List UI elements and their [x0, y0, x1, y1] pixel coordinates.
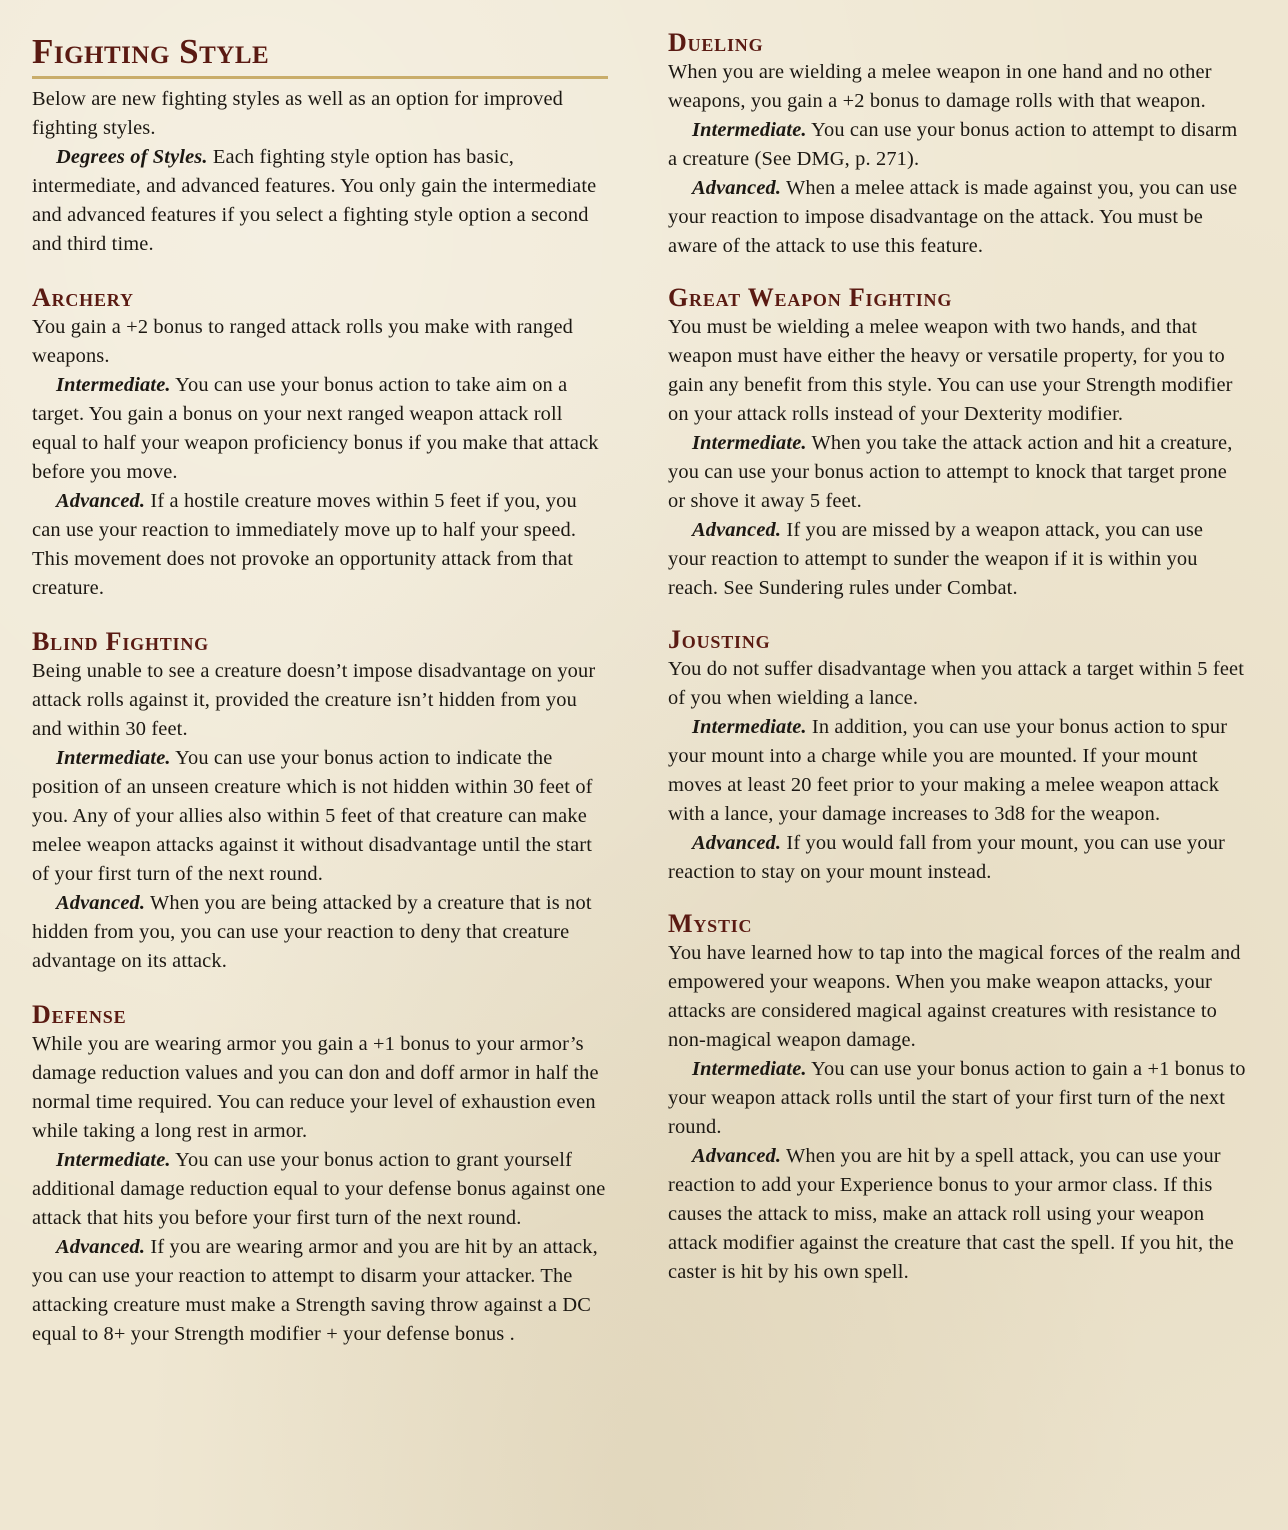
intermediate-lead: Intermediate. — [692, 1058, 807, 1080]
section-intermediate — [668, 1055, 1246, 1142]
section-base-text: You have learned how to tap into the magical forces of the realm and empowered your weapons. When you make weapon attacks, your attacks are considered magical against creatures with resistance to non-magical weapon damage. — [668, 942, 1241, 1051]
section-advanced — [32, 487, 608, 603]
intermediate-text: You can use your bonus action to gain a +1 bonus to your weapon attack rolls until the start of your first turn of the next round. — [668, 1058, 1246, 1138]
section-dueling — [668, 28, 1246, 261]
section-mystic — [668, 909, 1246, 1287]
intermediate-lead: Intermediate. — [692, 119, 807, 141]
section-title: Dueling — [668, 28, 764, 57]
left-column — [32, 30, 608, 1349]
section-base-text: You gain a +2 bonus to ranged attack rolls you make with ranged weapons. — [32, 316, 573, 367]
intro-paragraph: Below are new fighting styles as well as an option for improved fighting styles. — [32, 88, 563, 139]
advanced-text: If you would fall from your mount, you can use your reaction to stay on your mount instead. — [668, 832, 1225, 883]
section-advanced — [668, 174, 1246, 261]
section-advanced — [668, 1142, 1246, 1287]
section-base-text: Being unable to see a creature doesn’t impose disadvantage on your attack rolls against it, provided the creature isn’t hidden from you and within 30 feet. — [32, 660, 596, 740]
section-intermediate — [668, 429, 1246, 516]
intermediate-lead: Intermediate. — [692, 432, 807, 454]
intermediate-lead: Intermediate. — [56, 1149, 171, 1171]
section-title: Archery — [32, 283, 134, 312]
advanced-lead: Advanced. — [692, 177, 782, 199]
advanced-lead: Advanced. — [692, 519, 782, 541]
advanced-text: If a hostile creature moves within 5 feet if you, you can use your reaction to immediately move up to half your speed. This movement does not provoke an opportunity attack from that creature. — [32, 490, 577, 599]
section-intermediate — [668, 116, 1246, 174]
advanced-lead: Advanced. — [56, 1236, 146, 1258]
section-intermediate — [32, 1146, 608, 1233]
intermediate-text: In addition, you can use your bonus action to spur your mount into a charge while you are mounted. If your mount moves at least 20 feet prior to your making a melee weapon attack with a lance, your damage increases to 3d8 for the weapon. — [668, 716, 1228, 825]
section-advanced — [668, 829, 1246, 887]
title-divider — [32, 76, 608, 79]
section-archery — [32, 283, 608, 603]
section-base-text: You must be wielding a melee weapon with two hands, and that weapon must have either the heavy or versatile property, for you to gain any benefit from this style. You can use your Strength modifier on your attack rolls instead of your Dexterity modifier. — [668, 316, 1233, 425]
advanced-lead: Advanced. — [56, 490, 146, 512]
intermediate-text: You can use your bonus action to take aim on a target. You gain a bonus on your next ranged weapon attack roll equal to half your weapon proficiency bonus if you make that attack before you move. — [32, 374, 599, 483]
advanced-lead: Advanced. — [692, 832, 782, 854]
intermediate-text: You can use your bonus action to attempt to disarm a creature (See DMG, p. 271). — [668, 119, 1238, 170]
intermediate-text: You can use your bonus action to grant yourself additional damage reduction equal to your defense bonus against one attack that hits you before your first turn of the next round. — [32, 1149, 606, 1229]
section-title: Mystic — [668, 909, 753, 938]
section-intermediate — [32, 371, 608, 487]
advanced-text: If you are missed by a weapon attack, you can use your reaction to attempt to sunder the weapon if it is within you reach. See Sundering rules under Combat. — [668, 519, 1204, 599]
degrees-text: Each fighting style option has basic, intermediate, and advanced features. You only gain the intermediate and advanced features if you select a fighting style option a second and third time. — [32, 146, 597, 255]
section-title: Defense — [32, 1000, 127, 1029]
section-intermediate — [668, 713, 1246, 829]
intermediate-text: When you take the attack action and hit a creature, you can use your bonus action to attempt to knock that target prone or shove it away 5 feet. — [668, 432, 1233, 512]
degrees-paragraph — [32, 143, 608, 259]
section-advanced — [32, 889, 608, 976]
section-title: Blind Fighting — [32, 627, 209, 656]
section-base-text: You do not suffer disadvantage when you attack a target within 5 feet of you when wielding a lance. — [668, 658, 1245, 709]
section-title: Great Weapon Fighting — [668, 283, 953, 312]
intermediate-lead: Intermediate. — [56, 374, 171, 396]
section-base-text: When you are wielding a melee weapon in one hand and no other weapons, you gain a +2 bonus to damage rolls with that weapon. — [668, 61, 1212, 112]
section-great-weapon-fighting — [668, 283, 1246, 603]
degrees-lead: Degrees of Styles. — [56, 146, 208, 168]
advanced-lead: Advanced. — [692, 1145, 782, 1167]
advanced-text: If you are wearing armor and you are hit by an attack, you can use your reaction to attempt to disarm your attacker. The attacking creature must make a Strength saving throw against a DC equal to 8+ your Strength modifier + your defense bonus . — [32, 1236, 598, 1345]
section-title: Jousting — [668, 625, 771, 654]
section-jousting — [668, 625, 1246, 887]
advanced-lead: Advanced. — [56, 892, 146, 914]
intermediate-lead: Intermediate. — [56, 747, 171, 769]
advanced-text: When you are being attacked by a creature that is not hidden from you, you can use your reaction to deny that creature advantage on its attack. — [32, 892, 592, 972]
right-column — [668, 28, 1246, 1287]
section-base-text: While you are wearing armor you gain a +1 bonus to your armor’s damage reduction values and you can don and doff armor in half the normal time required. You can reduce your level of exhaustion even while taking a long rest in armor. — [32, 1033, 599, 1142]
section-blind-fighting — [32, 627, 608, 976]
section-advanced — [668, 516, 1246, 603]
intermediate-lead: Intermediate. — [692, 716, 807, 738]
section-advanced — [32, 1233, 608, 1349]
intermediate-text: You can use your bonus action to indicate the position of an unseen creature which is not hidden within 30 feet of you. Any of your allies also within 5 feet of that creature can make melee weapon attacks against it without disadvantage until the start of your first turn of the next round. — [32, 747, 593, 885]
section-intermediate — [32, 744, 608, 889]
advanced-text: When you are hit by a spell attack, you can use your reaction to add your Experience bonus to your armor class. If this causes the attack to miss, make an attack roll using your weapon attack modifier against the creature that cast the spell. If you hit, the caster is hit by his own spell. — [668, 1145, 1234, 1283]
advanced-text: When a melee attack is made against you, you can use your reaction to impose disadvantage on the attack. You must be aware of the attack to use this feature. — [668, 177, 1238, 257]
section-defense — [32, 1000, 608, 1349]
page-title: Fighting Style — [32, 32, 270, 71]
